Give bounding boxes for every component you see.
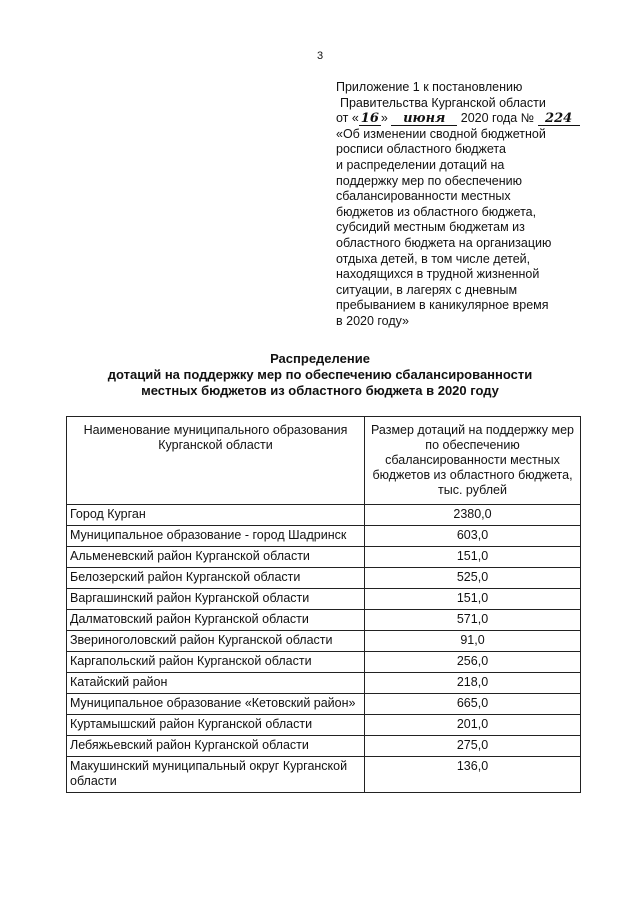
table-row [67, 715, 581, 736]
table-row [67, 736, 581, 757]
municipality-name: Муниципальное образование «Кетовский район» [67, 694, 365, 715]
municipality-name: Варгашинский район Курганской области [67, 589, 365, 610]
subsidy-amount: 275,0 [365, 736, 581, 757]
date-day-handwritten: 16 [360, 111, 379, 127]
appendix-subject-line: находящихся в трудной жизненной [336, 267, 540, 282]
table-row [67, 505, 581, 526]
municipality-name: Катайский район [67, 673, 365, 694]
appendix-subject-line: отдыха детей, в том числе детей, [336, 251, 531, 266]
appendix-subject-line: и распределении дотаций на [336, 157, 505, 172]
table-row [67, 652, 581, 673]
appendix-subject-line: поддержку мер по обеспечению [336, 173, 522, 188]
heading-line-3: местных бюджетов из областного бюджета в 2020 году [141, 383, 499, 398]
table-header-row [67, 417, 581, 505]
appendix-block [336, 80, 576, 330]
appendix-subject-line: пребыванием в каникулярное время [336, 298, 549, 313]
subsidy-amount: 2380,0 [365, 505, 581, 526]
appendix-subject-line: областного бюджета на организацию [336, 235, 552, 250]
municipality-name: Город Курган [67, 505, 365, 526]
header-amount: Размер дотаций на поддержку мер по обеспечению сбалансированности местных бюджетов из областного бюджета, тыс. рублей [365, 417, 581, 505]
date-prefix: от « [336, 111, 359, 126]
appendix-subject-line: росписи областного бюджета [336, 142, 506, 157]
appendix-subject-line: в 2020 году» [336, 313, 409, 328]
subsidy-amount: 571,0 [365, 610, 581, 631]
appendix-subject-line: бюджетов из областного бюджета, [336, 204, 537, 219]
subsidy-amount: 91,0 [365, 631, 581, 652]
subsidy-amount: 256,0 [365, 652, 581, 673]
table-row [67, 610, 581, 631]
municipality-name: Макушинский муниципальный округ Курганской области [67, 757, 365, 793]
document-heading [0, 351, 640, 399]
header-municipality: Наименование муниципального образования Курганской области [67, 417, 365, 505]
municipality-name: Альменевский район Курганской области [67, 547, 365, 568]
subsidy-amount: 151,0 [365, 547, 581, 568]
table-body [67, 505, 581, 793]
table-row [67, 694, 581, 715]
table-row [67, 547, 581, 568]
page-number: 3 [316, 50, 324, 62]
municipality-name: Куртамышский район Курганской области [67, 715, 365, 736]
municipality-name: Муниципальное образование - город Шадринск [67, 526, 365, 547]
appendix-line-2: Правительства Курганской области [340, 95, 546, 110]
date-mid: » [380, 111, 388, 126]
municipality-name: Каргапольский район Курганской области [67, 652, 365, 673]
subsidy-amount: 525,0 [365, 568, 581, 589]
distribution-table [66, 416, 581, 793]
date-month-handwritten: июня [391, 113, 457, 126]
table-row [67, 568, 581, 589]
table-row [67, 631, 581, 652]
doc-number-handwritten: 224 [538, 113, 580, 126]
subsidy-amount: 201,0 [365, 715, 581, 736]
table-row [67, 589, 581, 610]
subsidy-amount: 218,0 [365, 673, 581, 694]
table-row [67, 526, 581, 547]
subsidy-amount: 151,0 [365, 589, 581, 610]
municipality-name: Звериноголовский район Курганской области [67, 631, 365, 652]
municipality-name: Лебяжьевский район Курганской области [67, 736, 365, 757]
heading-line-1: Распределение [270, 351, 370, 366]
date-year: 2020 года № [460, 111, 535, 126]
appendix-subject-line: субсидий местным бюджетам из [336, 220, 525, 235]
appendix-subject-line: ситуации, в лагерях с дневным [336, 282, 518, 297]
appendix-line-1: Приложение 1 к постановлению [336, 80, 523, 94]
subsidy-amount: 136,0 [365, 757, 581, 793]
appendix-subject-line: «Об изменении сводной бюджетной [336, 126, 546, 141]
subsidy-amount: 603,0 [365, 526, 581, 547]
table-row [67, 673, 581, 694]
appendix-subject [336, 127, 576, 330]
heading-line-2: дотаций на поддержку мер по обеспечению сбалансированности [107, 367, 533, 382]
table-row [67, 757, 581, 793]
appendix-subject-line: сбалансированности местных [336, 189, 511, 204]
municipality-name: Белозерский район Курганской области [67, 568, 365, 589]
appendix-date-line [336, 111, 576, 127]
subsidy-amount: 665,0 [365, 694, 581, 715]
municipality-name: Далматовский район Курганской области [67, 610, 365, 631]
